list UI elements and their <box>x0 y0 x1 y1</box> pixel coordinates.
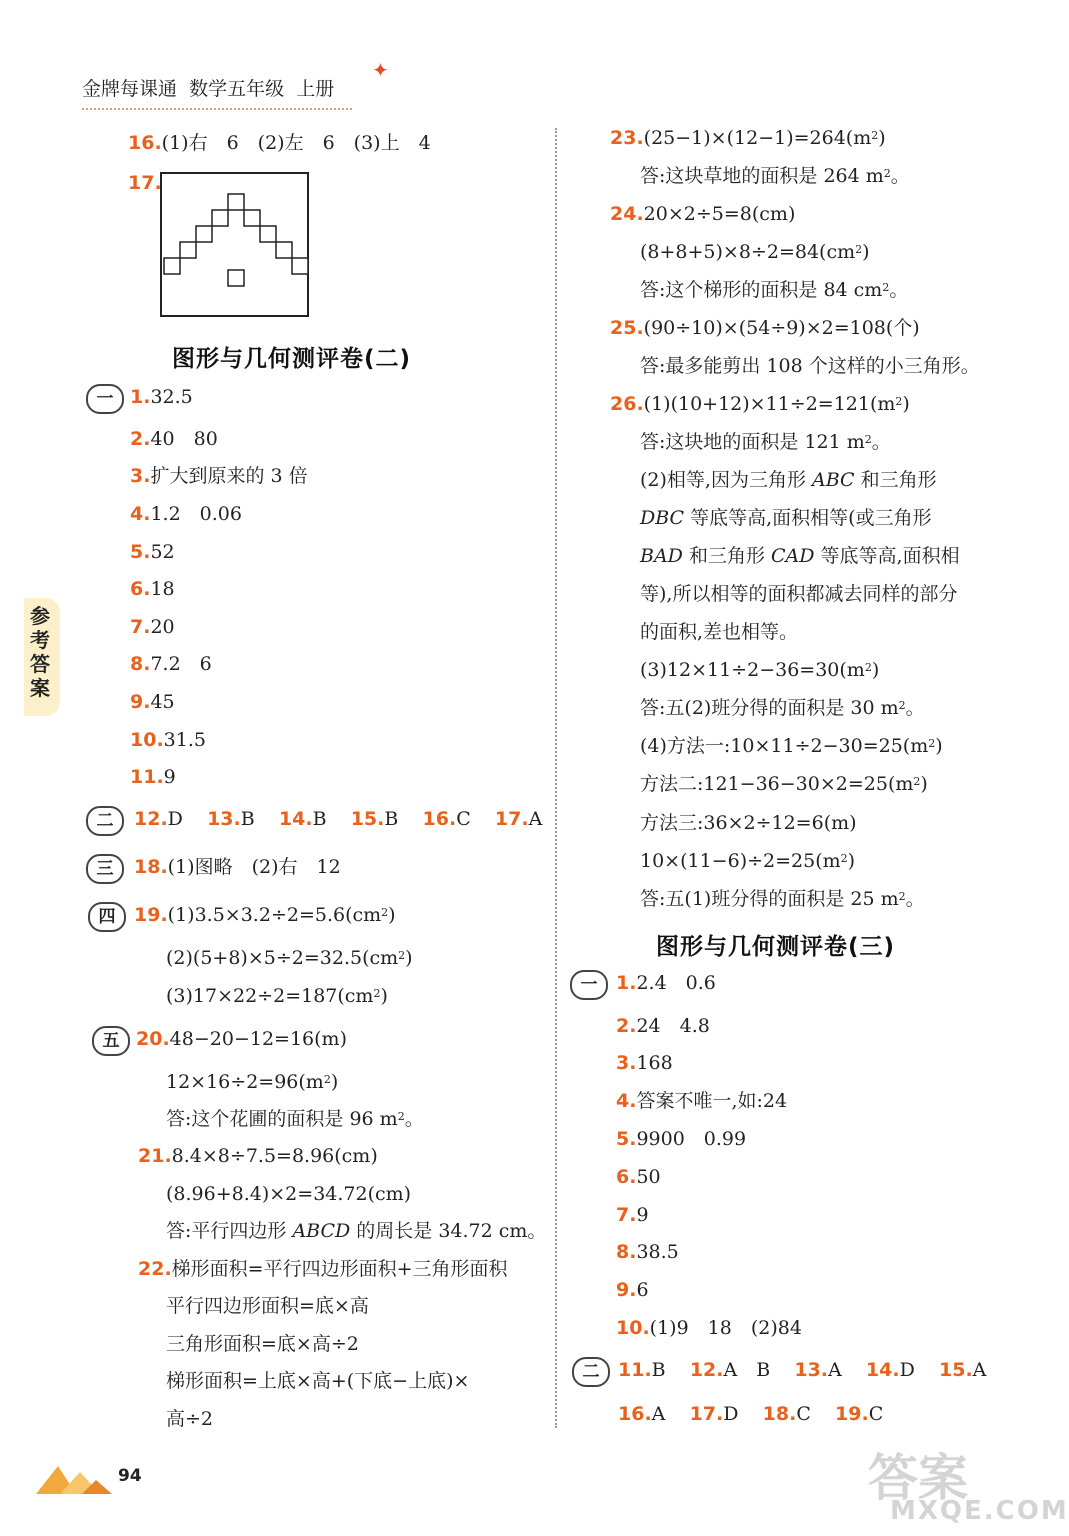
mc-answers-12-17 <box>134 806 542 832</box>
answer-26-line1: $26.(1)(10+12)\times 11\div 2=121(m^2)$ <box>610 393 910 415</box>
answer-7: 7.9 <box>616 1204 649 1226</box>
answer-16: 16.(1)右 6 (2)左 6 (3)上 4 <box>128 132 431 154</box>
answer-24-line3: 答:这个梯形的面积是 84 $cm^2$。 <box>640 279 909 301</box>
mc-answer: 13.B <box>207 808 255 830</box>
answer-1: 1.2.4 0.6 <box>616 972 716 994</box>
answer-19-line2: $(2)(5+8)\times 5\div 2=32.5(cm^2)$ <box>166 947 413 969</box>
mc-answer: 14.B <box>278 808 327 830</box>
mc-answer: 11.B <box>618 1359 666 1381</box>
answer-22-line2: 平行四边形面积=底×高 <box>166 1295 369 1317</box>
answer-26-line9: 答:五(2)班分得的面积是 30 $m^2$。 <box>640 697 925 719</box>
answer-20-line1: 20.48−20−12=16(m) <box>136 1028 347 1050</box>
mc-answer: 14.D <box>865 1359 915 1381</box>
answer-6: 6.50 <box>616 1166 661 1188</box>
answer-26-line14: 答:五(1)班分得的面积是 25 $m^2$。 <box>640 888 925 910</box>
answer-8: 8.7.2 6 <box>130 653 212 675</box>
mc-answer: 15.A <box>939 1359 987 1381</box>
answer-23-line2: 答:这块草地的面积是 264 $m^2$。 <box>640 165 910 187</box>
answer-1: 1.32.5 <box>130 386 193 408</box>
mc-answer: 17.A <box>494 808 543 830</box>
answer-20-line2: $12\times 16\div 2=96(m^2)$ <box>166 1071 339 1093</box>
mc-answer: 16.A <box>618 1403 666 1425</box>
answer-26-line11: 方法二$:121-36-30\times 2=25(m^2)$ <box>640 773 928 795</box>
answer-26-line10: (4)方法一$:10\times 11\div 2-30=25(m^2)$ <box>640 735 943 757</box>
mountain-icon <box>36 1460 116 1496</box>
answer-22-line1: 22.梯形面积=平行四边形面积+三角形面积 <box>138 1258 508 1280</box>
answer-24-line2: $(8+8+5)\times 8\div 2=84(cm^2)$ <box>640 241 870 263</box>
watermark-url: MXQE.COM <box>890 1496 1069 1526</box>
answer-3: 3.168 <box>616 1052 673 1074</box>
answer-10: 10.(1)9 18 (2)84 <box>616 1317 802 1339</box>
answer-8: 8.38.5 <box>616 1241 679 1263</box>
answer-5: 5.52 <box>130 541 175 563</box>
answer-2: 2.24 4.8 <box>616 1015 710 1037</box>
test-title-2: 图形与几何测评卷(二) <box>172 346 412 372</box>
mc-answer: 12.A B <box>689 1359 771 1381</box>
answer-26-line2: 答:这块地的面积是 121 $m^2$。 <box>640 431 891 453</box>
answer-9: 9.45 <box>130 691 175 713</box>
answer-6: 6.18 <box>130 578 175 600</box>
header-divider <box>82 108 352 110</box>
mc-answer: 12.D <box>134 808 183 830</box>
answer-25-line2: 答:最多能剪出 108 个这样的小三角形。 <box>640 355 980 377</box>
answer-22-line4: 梯形面积=上底×高+(下底−上底)× <box>166 1370 470 1392</box>
answer-18: 18.(1)图略 (2)右 12 <box>134 856 341 878</box>
answer-26-line5: BAD 和三角形 CAD 等底等高,面积相 <box>640 545 960 567</box>
side-label: 参考答案 <box>30 604 50 700</box>
answer-4: 4.答案不唯一,如:24 <box>616 1090 788 1112</box>
book-header <box>82 74 334 101</box>
page-number: 94 <box>118 1466 142 1486</box>
answer-26-line12: 方法三:36×2÷12=6(m) <box>640 812 857 834</box>
answer-22-line3: 三角形面积=底×高÷2 <box>166 1333 359 1355</box>
answer-21-line3: 答:平行四边形 ABCD 的周长是 34.72 cm。 <box>166 1220 547 1242</box>
answer-3: 3.扩大到原来的 3 倍 <box>130 465 308 487</box>
answer-2: 2.40 80 <box>130 428 218 450</box>
answer-19-line3: $(3)17\times 22\div 2=187(cm^2)$ <box>166 985 388 1007</box>
answer-26-line8: $(3)12\times 11\div 2-36=30(m^2)$ <box>640 659 880 681</box>
test-title-3: 图形与几何测评卷(三) <box>656 934 896 960</box>
grid-figure <box>160 172 310 318</box>
section-2-badge: 二 <box>86 806 124 836</box>
answer-24-line1: 24.20×2÷5=8(cm) <box>610 203 796 225</box>
book-name: 金牌每课通 <box>82 78 178 100</box>
book-subject: 数学五年级 <box>189 78 285 100</box>
answer-11: 11.9 <box>130 766 176 788</box>
mc-answers-11-15 <box>618 1357 986 1383</box>
answer-26-line4: DBC 等底等高,面积相等(或三角形 <box>640 507 932 529</box>
answer-22-line5: 高÷2 <box>166 1408 214 1430</box>
watermark-logo: 答案 <box>868 1449 968 1507</box>
answer-25-line1: 25.(90÷10)×(54÷9)×2=108(个) <box>610 317 920 339</box>
mc-answer: 15.B <box>350 808 399 830</box>
section-1-badge: 一 <box>570 970 608 1000</box>
answer-26-line6: 等),所以相等的面积都减去同样的部分 <box>640 583 958 605</box>
answer-21-line2: (8.96+8.4)×2=34.72(cm) <box>166 1183 412 1205</box>
answer-9: 9.6 <box>616 1279 649 1301</box>
answer-19-line1: $19.(1)3.5\times 3.2\div 2=5.6(cm^2)$ <box>134 904 396 926</box>
answer-5: 5.9900 0.99 <box>616 1128 747 1150</box>
answer-7: 7.20 <box>130 616 175 638</box>
book-volume: 上册 <box>296 78 335 100</box>
answer-21-line1: 21.8.4×8÷7.5=8.96(cm) <box>138 1145 378 1167</box>
column-divider <box>555 128 557 1428</box>
star-icon: ✦ <box>372 58 389 82</box>
mc-answer: 13.A <box>794 1359 842 1381</box>
mc-answer: 19.C <box>835 1403 884 1425</box>
answer-26-line13: $10\times(11-6)\div 2=25(m^2)$ <box>640 850 856 872</box>
mc-answer: 17.D <box>689 1403 739 1425</box>
section-1-badge: 一 <box>86 384 124 414</box>
section-3-badge: 三 <box>86 854 124 884</box>
section-4-badge: 四 <box>88 902 126 932</box>
answer-26-line7: 的面积,差也相等。 <box>640 621 799 643</box>
answer-20-line3: 答:这个花圃的面积是 96 $m^2$。 <box>166 1108 424 1130</box>
answer-10: 10.31.5 <box>130 729 206 751</box>
mc-answers-16-19 <box>618 1401 883 1427</box>
answer-26-line3: (2)相等,因为三角形 ABC 和三角形 <box>640 469 937 491</box>
answer-4: 4.1.2 0.06 <box>130 503 242 525</box>
mc-answer: 16.C <box>422 808 471 830</box>
answer-17: 17. <box>128 172 162 194</box>
section-2-badge: 二 <box>572 1357 610 1387</box>
section-5-badge: 五 <box>92 1026 130 1056</box>
mc-answer: 18.C <box>762 1403 811 1425</box>
answer-23-line1: $23.(25-1)\times(12-1)=264(m^2)$ <box>610 127 886 149</box>
